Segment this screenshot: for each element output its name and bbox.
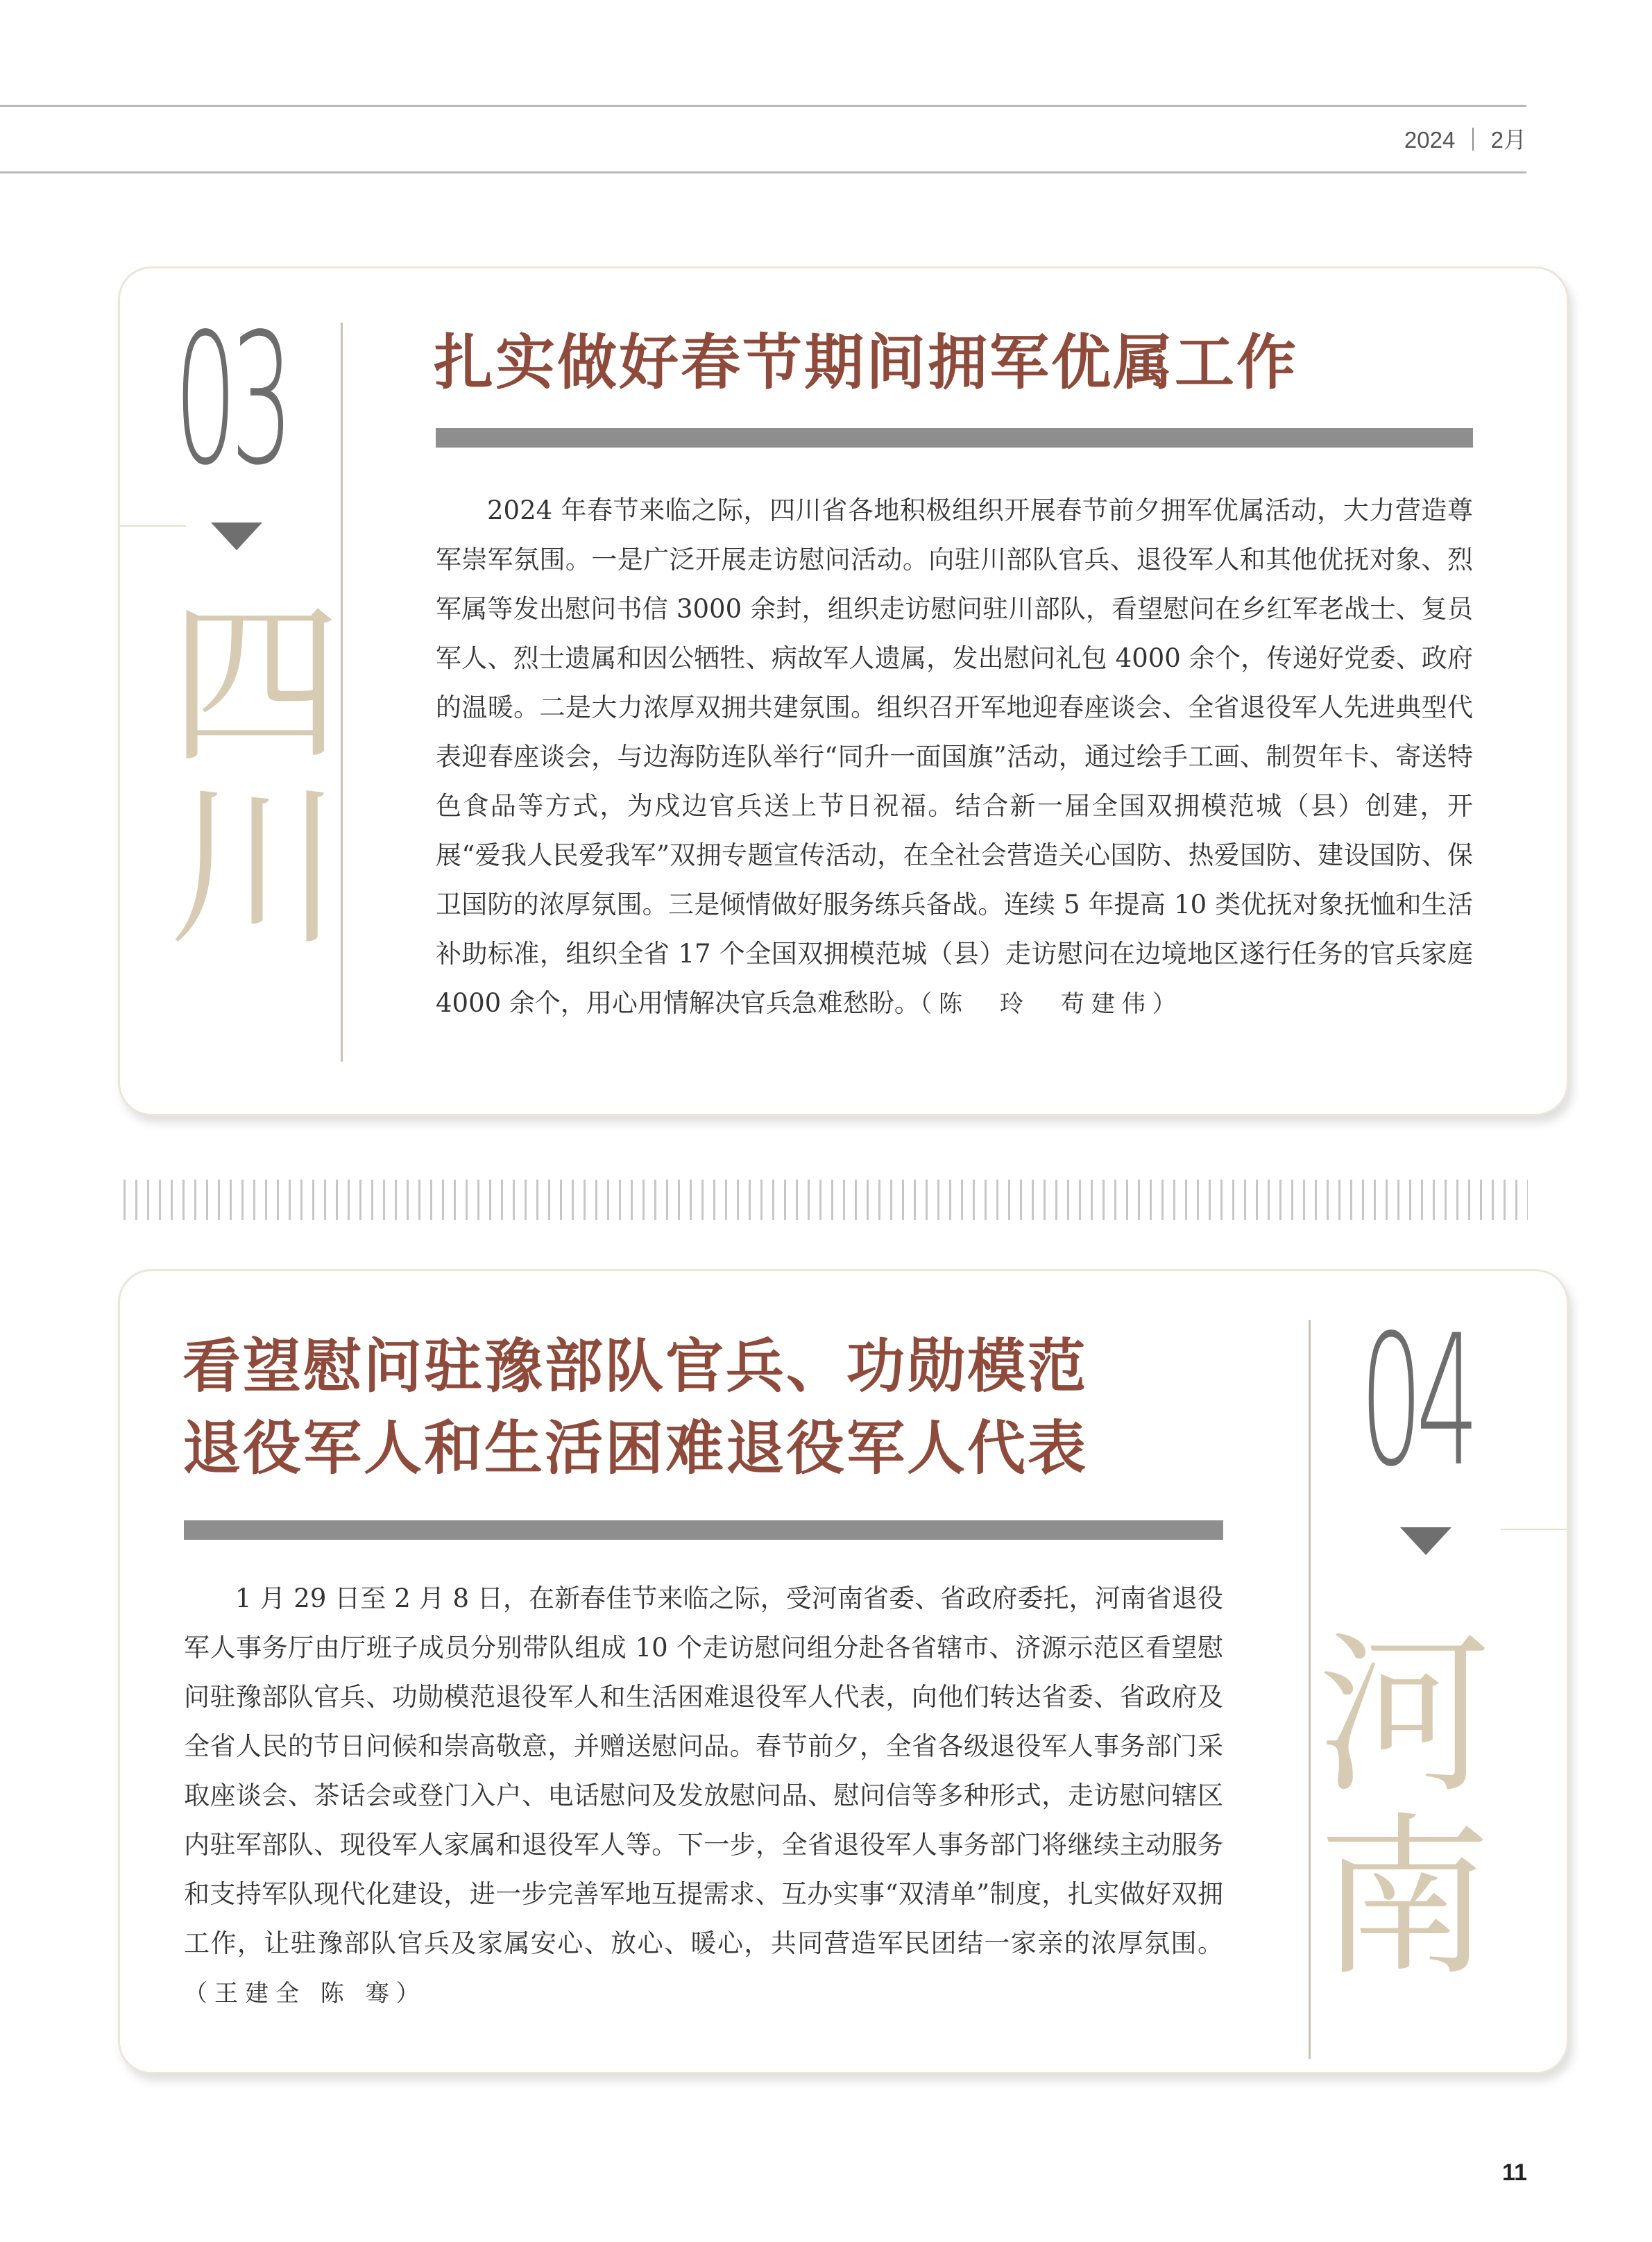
article-number: 04	[1360, 1297, 1473, 1506]
article-text: 2024 年春节来临之际，四川省各地积极组织开展春节前夕拥军优属活动，大力营造尊军崇军氛围。一是广泛开展走访慰问活动。向驻川部队官兵、退役军人和其他优抚对象、烈军属等发出慰问书信 3000 余封，组织走访慰问驻川部队，看望慰问在乡红军老战士、复员军人、烈士遗属和因公牺牲、病故军人遗属，发出慰问礼包 4000 余个，传递好党委、政府的温暖。二是大力浓厚双拥共建氛围。组织召开军地迎春座谈会、全省退役军人先进典型代表迎春座谈会，与边海防连队举行“同升一面国旗”活动，通过绘手工画、制贺年卡、寄送特色食品等方式，为戍边官兵送上节日祝福。结合新一届全国双拥模范城（县）创建，开展“爱我人民爱我军”双拥专题宣传活动，在全社会营造关心国防、热爱国防、建设国防、保卫国防的浓厚氛围。三是倾情做好服务练兵备战。连续 5 年提高 10 类优抚对象抚恤和生活补助标准，组织全省 17 个全国双拥模范城（县）走访慰问在边境地区遂行任务的官兵家庭 4000 余个，用心用情解决官兵急难愁盼。	[436, 495, 1473, 1018]
article-card-henan	[118, 1269, 1569, 2074]
marker-line	[1501, 1529, 1567, 1530]
page-number: 11	[1502, 2159, 1527, 2186]
article-title-line-2: 退役军人和生活困难退役军人代表	[182, 1413, 1089, 1482]
article-author: （王建全 陈 骞）	[184, 1980, 427, 2007]
article-author: （陈 玲 苟建伟）	[919, 990, 1183, 1018]
article-title: 扎实做好春节期间拥军优属工作	[434, 328, 1298, 398]
province-name: 四川	[169, 584, 342, 969]
header-bottom-rule	[0, 171, 1526, 173]
header-top-rule	[0, 105, 1526, 107]
article-number: 03	[174, 296, 287, 505]
article-title-line-1: 看望慰问驻豫部队官兵、功勋模范	[182, 1332, 1089, 1400]
triangle-marker-icon	[211, 523, 262, 550]
article-body	[184, 1574, 1223, 2019]
issue-date: 2024 ｜ 2月	[1404, 127, 1526, 153]
article-text: 1 月 29 日至 2 月 8 日，在新春佳节来临之际，受河南省委、省政府委托，河南省退役军人事务厅由厅班子成员分别带队组成 10 个走访慰问组分赴各省辖市、济源示范区看望慰问驻豫部队官兵、功勋模范退役军人和生活困难退役军人代表，向他们转达省委、省政府及全省人民的节日问候和崇高敬意，并赠送慰问品。春节前夕，全省各级退役军人事务部门采取座谈会、茶话会或登门入户、电话慰问及发放慰问品、慰问信等多种形式，走访慰问辖区内驻军部队、现役军人家属和退役军人等。下一步，全省退役军人事务部门将继续主动服务和支持军队现代化建设，进一步完善军地互提需求、互办实事“双清单”制度，扎实做好双拥工作，让驻豫部队官兵及家属安心、放心、暖心，共同营造军民团结一家亲的浓厚氛围。	[184, 1583, 1223, 1958]
title-bar	[184, 1520, 1223, 1540]
divider-line	[1309, 1320, 1311, 2059]
article-card-sichuan	[118, 266, 1569, 1116]
decorative-hatch-divider	[124, 1180, 1528, 1220]
triangle-marker-icon	[1400, 1527, 1451, 1555]
title-bar	[436, 428, 1473, 448]
marker-line	[120, 525, 186, 527]
article-body	[436, 486, 1473, 1029]
province-name: 河南	[1318, 1615, 1491, 1999]
